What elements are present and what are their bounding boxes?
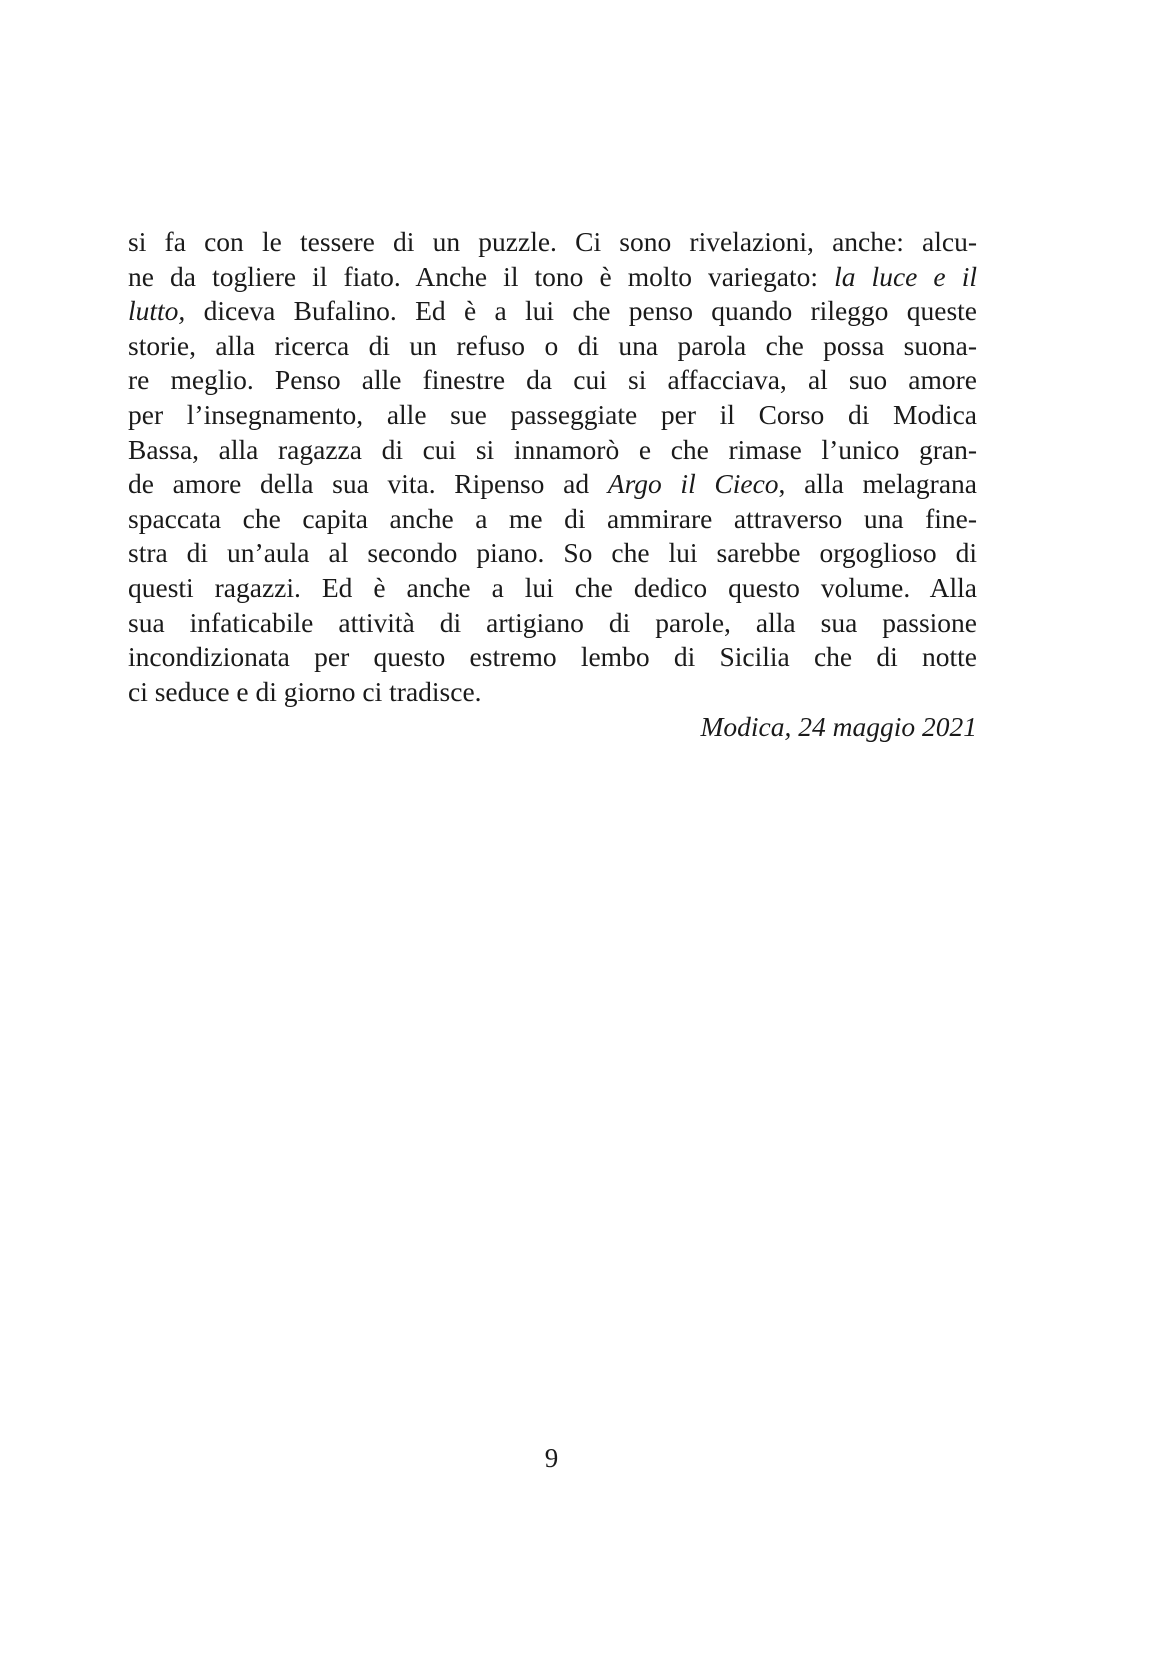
text-line	[128, 675, 977, 710]
place-date-signature: Modica, 24 maggio 2021	[700, 711, 977, 742]
book-title: Argo il Cieco	[607, 468, 779, 500]
text-line	[128, 433, 977, 468]
italic-quote: lutto,	[128, 295, 186, 327]
text-run: questi ragazzi. Ed è anche a lui che dedico questo volume. Alla	[128, 571, 977, 603]
text-line	[128, 536, 977, 571]
text-line	[128, 571, 977, 606]
text-run: , alla melagrana	[778, 468, 977, 500]
text-line	[128, 467, 977, 502]
text-run: diceva Bufalino. Ed è a lui che penso quando rileggo queste	[185, 295, 977, 327]
text-line	[128, 398, 977, 433]
text-run: per l’insegnamento, alle sue passeggiate per il Corso di Modica	[128, 398, 977, 430]
text-run: ci seduce e di giorno ci tradisce.	[128, 675, 482, 707]
page-number: 9	[544, 1443, 559, 1473]
text-run: spaccata che capita anche a me di ammirare attraverso una fine-	[128, 502, 977, 534]
text-line	[128, 502, 977, 537]
text-run: storie, alla ricerca di un refuso o di una parola che possa suona-	[128, 329, 977, 361]
text-line	[128, 606, 977, 641]
body-text	[128, 225, 977, 709]
text-run: sua infaticabile attività di artigiano di parole, alla sua passione	[128, 606, 977, 638]
text-run: incondizionata per questo estremo lembo di Sicilia che di notte	[128, 641, 977, 673]
italic-quote: la luce e il	[834, 260, 977, 292]
text-line	[128, 329, 977, 364]
text-run: stra di un’aula al secondo piano. So che lui sarebbe orgoglioso di	[128, 537, 977, 569]
text-line	[128, 294, 977, 329]
text-run: si fa con le tessere di un puzzle. Ci sono rivelazioni, anche: alcu-	[128, 226, 977, 257]
text-run: re meglio. Penso alle finestre da cui si affacciava, al suo amore	[128, 364, 977, 396]
text-line	[128, 640, 977, 675]
text-line	[128, 260, 977, 295]
text-line	[128, 225, 977, 260]
text-run: Bassa, alla ragazza di cui si innamorò e che rimase l’unico gran-	[128, 433, 977, 465]
text-run: ne da togliere il fiato. Anche il tono è molto variegato:	[128, 260, 835, 292]
text-run: de amore della sua vita. Ripenso ad	[128, 468, 608, 500]
text-line	[128, 363, 977, 398]
